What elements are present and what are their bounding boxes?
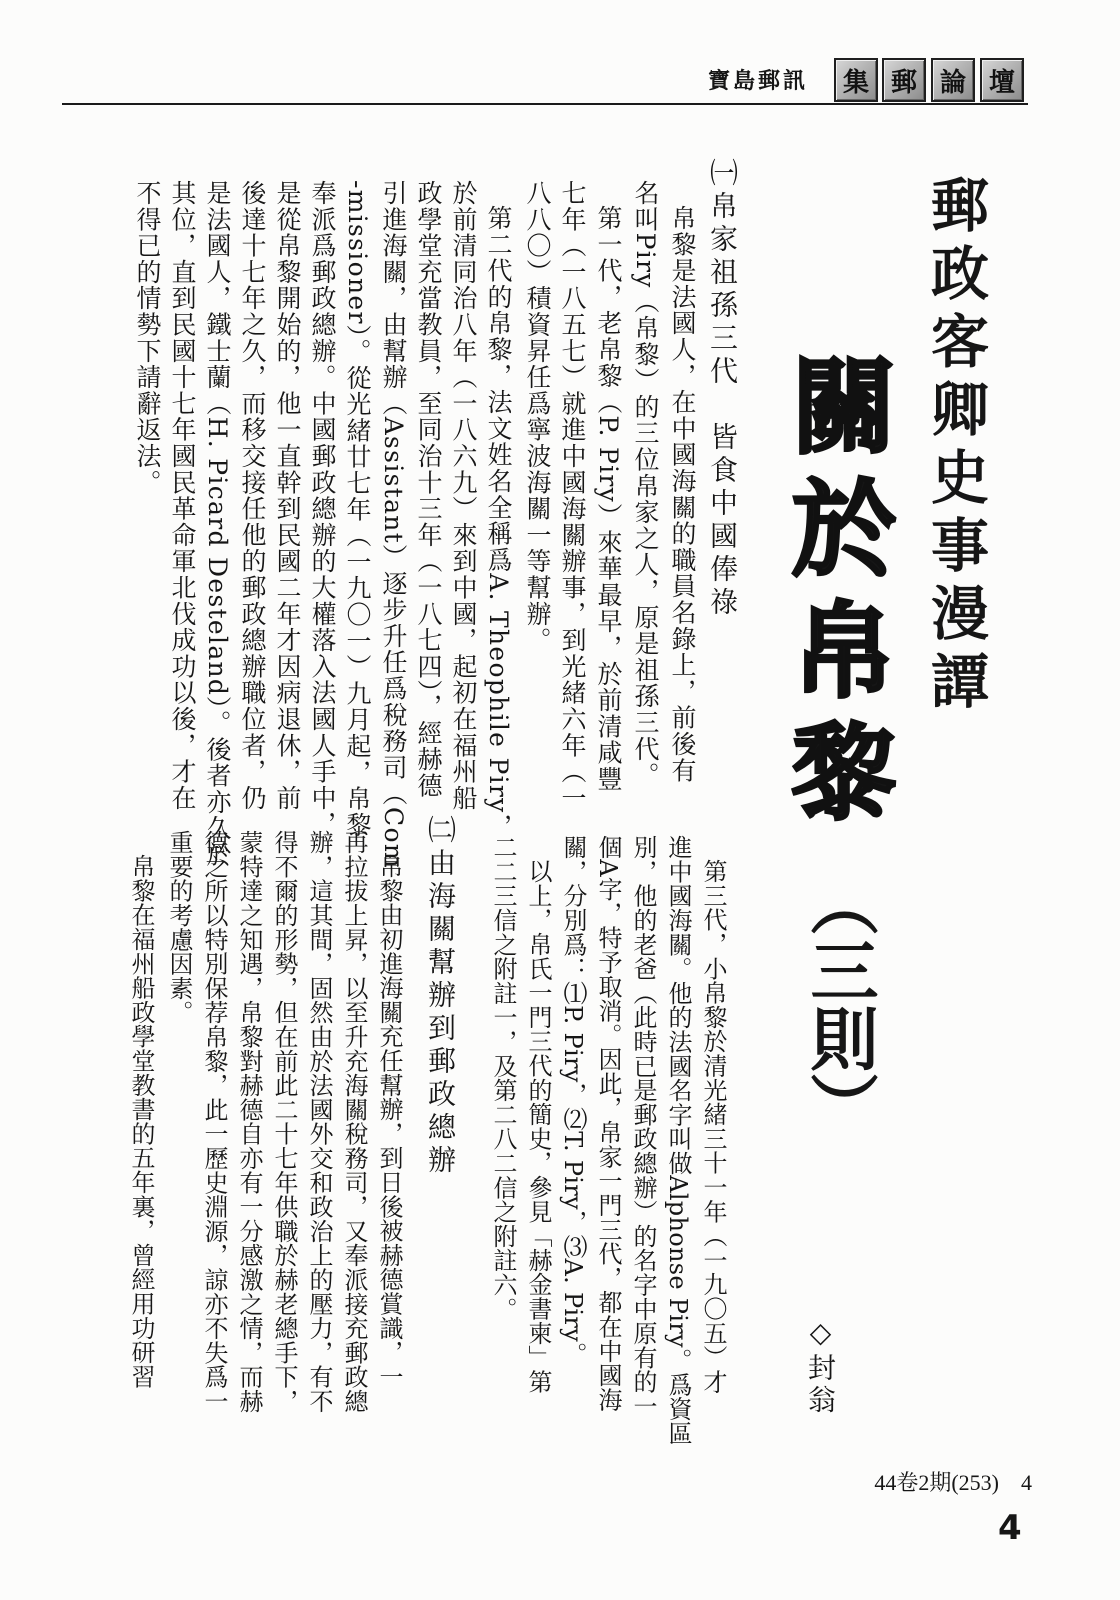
text-column: 帛黎是法國人，在中國海關的職員名錄上，前後有 [668, 205, 697, 784]
text-column: 於前清同治八年（一八六九）來到中國，起初在福州船 [449, 180, 478, 812]
text-column: 蒙特達之知遇，帛黎對赫德自亦有一分感激之情，而赫 [235, 830, 263, 1414]
text-column: 後達十七年之久，而移交接任他的郵政總辦職位者，仍 [238, 180, 267, 812]
text-column: 不得已的情勢下請辭返法。 [133, 180, 162, 496]
text-column: 二二三信之附註一，及第二八二信之附註六。 [489, 835, 517, 1321]
section-heading-2: ㈡由海關幫辦到郵政總辦 [424, 815, 457, 1178]
text-column: 再拉拔上昇，以至升充海關稅務司，又奉派接充郵政總 [340, 830, 368, 1414]
text-column: 進中國海關。他的法國名字叫做Alphonse Piry。爲資區 [664, 835, 692, 1446]
article-subtitle: （三則） [799, 868, 878, 1140]
text-column: 辦，這其間，固然由於法國外交和政治上的壓力，有不 [305, 830, 333, 1414]
text-column: 第一代，老帛黎（P. Piry）來華最早，於前清咸豐 [594, 205, 623, 793]
text-column: 是從帛黎開始的，他一直幹到民國二年才因病退休，前 [273, 180, 302, 812]
article-title: 關於帛黎 [774, 352, 896, 840]
column-tag-box: 論 [931, 58, 975, 102]
author-byline: ◇封翁 [804, 1316, 837, 1417]
text-column: 帛黎由初進海關充任幫辦，到日後被赫德賞識，一 [375, 854, 403, 1389]
text-column: 第二代的帛黎，法文姓名全稱爲A. Theophile Piry， [484, 205, 513, 840]
text-column: 重要的考慮因素。 [165, 830, 193, 1025]
text-column: 帛黎在福州船政學堂教書的五年裏，曾經用功研習 [127, 854, 155, 1389]
series-title: 郵政客卿史事漫譚 [921, 175, 989, 719]
page-number: 4 [998, 1508, 1022, 1548]
text-column: 得不爾的形勢，但在前此二十七年供職於赫老總手下， [270, 830, 298, 1414]
section-heading-1: ㈠帛家祖孫三代 皆食中國俸祿 [706, 158, 739, 620]
text-column: 德之所以特別保荐帛黎，此一歷史淵源，諒亦不失爲一 [200, 830, 228, 1414]
column-tag-box: 壇 [980, 58, 1024, 102]
text-column: 引進海關，由幫辦（Assistant）逐步升任爲稅務司（Com [379, 180, 408, 869]
header-rule [62, 103, 1028, 105]
column-tag-box: 集 [834, 58, 878, 102]
text-column: 第三代，小帛黎於清光緒三十一年（一九〇五）才 [699, 859, 727, 1394]
text-column: 名叫Piry（帛黎）的三位帛家之人，原是祖孫三代。 [631, 180, 660, 789]
text-column: 奉派爲郵政總辦。中國郵政總辦的大權落入法國人手中， [308, 180, 337, 838]
text-column: 以上，帛氏一門三代的簡史，參見「赫金書柬」第 [524, 859, 552, 1394]
text-column: 七年（一八五七）就進中國海關辦事，到光緒六年（一 [558, 180, 587, 812]
text-column: 是法國人，鐵士蘭（H. Picard Desteland）。後者亦久於 [203, 180, 232, 868]
magazine-name: 寶島郵訊 [708, 69, 809, 94]
issue-info: 44卷2期(253) 4 [874, 1470, 1032, 1495]
text-column: 八八〇）積資昇任爲寧波海關一等幫辦。 [523, 180, 552, 654]
text-column: 其位，直到民國十七年國民革命軍北伐成功以後，才在 [168, 180, 197, 812]
text-column: 關，分別爲：⑴P. Piry，⑵T. Piry，⑶A. Piry。 [559, 835, 587, 1367]
column-tag-box: 郵 [882, 58, 926, 102]
text-column: -missioner）。從光緒廿七年（一九〇一）九月起，帛黎 [343, 180, 372, 839]
text-column: 政學堂充當教員，至同治十三年（一八七四），經赫德 [414, 180, 443, 799]
text-column: 個A字，特予取消。因此，帛家一門三代，都在中國海 [594, 835, 622, 1412]
text-column: 別，他的老爸（此時已是郵政總辦）的名字中原有的一 [629, 835, 657, 1419]
